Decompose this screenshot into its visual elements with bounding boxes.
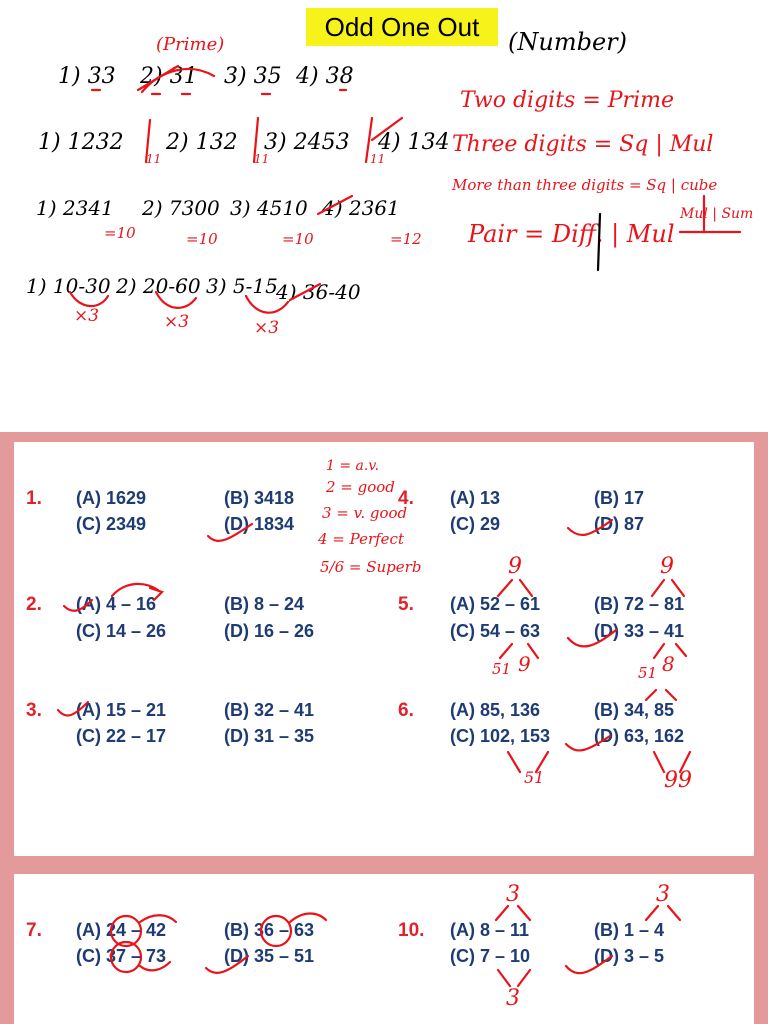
q10-top-annotation-a: 3: [506, 882, 520, 907]
note-row4-opt2: 2) 20-60: [116, 274, 201, 298]
q7-option-d[interactable]: (D) 35 – 51: [224, 946, 315, 966]
question-number-6: 6.: [398, 700, 414, 721]
note-row3-opt2: 2) 7300: [142, 196, 220, 220]
q1-option-a[interactable]: (A) 1629: [76, 488, 147, 508]
q5-low-annotation-a-num: 9: [518, 652, 531, 676]
q7-option-b[interactable]: (B) 36 – 63: [224, 920, 315, 940]
note-row2-opt4: 4) 134: [378, 130, 450, 155]
rating-note-5: 5/6 = Superb: [320, 558, 422, 576]
q5-option-c[interactable]: (C) 54 – 63: [450, 621, 541, 641]
rule-pair: Pair = Diff. | Mul: [468, 220, 675, 248]
rule-three-digits: Three digits = Sq | Mul: [452, 132, 714, 157]
q6-option-d[interactable]: (D) 63, 162: [594, 726, 685, 746]
rule-more-than-three-extra: Mul | Sum: [680, 206, 754, 222]
q6-low-annotation-a: 51: [524, 768, 545, 787]
note-row3-opt1: 1) 2341: [36, 196, 114, 220]
q3-option-c[interactable]: (C) 22 – 17: [76, 726, 167, 746]
q5-top-annotation-b: 9: [660, 554, 674, 579]
note-row2-mark3: 11: [370, 152, 386, 166]
note-row4-opt3: 3) 5-15: [206, 274, 278, 298]
q5-option-a[interactable]: (A) 52 – 61: [450, 594, 541, 614]
note-row2-mark2: 11: [254, 152, 270, 166]
note-row1-opt4: 4) 38: [296, 64, 354, 89]
question-number-1: 1.: [26, 488, 42, 509]
question-number-3: 3.: [26, 700, 42, 721]
note-row3-sum2: =10: [186, 230, 218, 248]
q1-option-b[interactable]: (B) 3418: [224, 488, 295, 508]
note-row3-sum1: =10: [104, 224, 136, 242]
q4-option-c[interactable]: (C) 29: [450, 514, 501, 534]
note-row4-opt1: 1) 10-30: [26, 274, 111, 298]
q6-option-b[interactable]: (B) 34, 85: [594, 700, 675, 720]
rating-note-1: 1 = a.v.: [326, 458, 380, 474]
note-row3-sum3: =10: [282, 230, 314, 248]
q10-bottom-annotation: 3: [506, 986, 520, 1011]
q5-option-b[interactable]: (B) 72 – 81: [594, 594, 685, 614]
note-row3-opt4: 4) 2361: [322, 196, 400, 220]
note-row1-opt3: 3) 35: [224, 64, 282, 89]
q1-option-c[interactable]: (C) 2349: [76, 514, 147, 534]
q6-option-c[interactable]: (C) 102, 153: [450, 726, 551, 746]
note-row4-mark1: ×3: [74, 306, 100, 326]
q2-option-d[interactable]: (D) 16 – 26: [224, 621, 315, 641]
rule-two-digits: Two digits = Prime: [460, 88, 674, 113]
note-row4-mark3: ×3: [254, 318, 280, 338]
q3-option-b[interactable]: (B) 32 – 41: [224, 700, 315, 720]
q6-option-a[interactable]: (A) 85, 136: [450, 700, 541, 720]
note-row4-mark2: ×3: [164, 312, 190, 332]
q4-option-a[interactable]: (A) 13: [450, 488, 501, 508]
q5-low-annotation-b: 51: [638, 664, 658, 682]
q1-option-d[interactable]: (D) 1834: [224, 514, 295, 534]
q2-option-c[interactable]: (C) 14 – 26: [76, 621, 167, 641]
note-row2-opt2: 2) 132: [166, 130, 238, 155]
q10-option-d[interactable]: (D) 3 – 5: [594, 946, 665, 966]
rating-note-3: 3 = v. good: [322, 504, 408, 522]
note-row2-opt1: 1) 1232: [38, 130, 124, 155]
rating-note-2: 2 = good: [326, 478, 395, 496]
q10-option-b[interactable]: (B) 1 – 4: [594, 920, 665, 940]
q6-low-annotation-b: 99: [664, 768, 692, 793]
note-row3-sum4: =12: [390, 230, 422, 248]
question-number-5: 5.: [398, 594, 414, 615]
note-row4-opt4: 4) 36-40: [276, 280, 361, 304]
note-row1-opt2: 2) 31: [140, 64, 198, 89]
q5-top-annotation-a: 9: [508, 554, 522, 579]
q4-option-b[interactable]: (B) 17: [594, 488, 645, 508]
prime-tag: (Prime): [156, 34, 225, 55]
note-row1-opt1: 1) 33: [58, 64, 116, 89]
q10-option-c[interactable]: (C) 7 – 10: [450, 946, 531, 966]
q4-option-d[interactable]: (D) 87: [594, 514, 645, 534]
question-number-2: 2.: [26, 594, 42, 615]
q3-option-d[interactable]: (D) 31 – 35: [224, 726, 315, 746]
q3-option-a[interactable]: (A) 15 – 21: [76, 700, 167, 720]
note-row2-mark1: 11: [146, 152, 162, 166]
q10-top-annotation-b: 3: [656, 882, 670, 907]
q10-option-a[interactable]: (A) 8 – 11: [450, 920, 530, 940]
rating-note-4: 4 = Perfect: [318, 530, 404, 548]
rule-more-than-three: More than three digits = Sq | cube: [452, 176, 718, 194]
note-row2-opt3: 3) 2453: [264, 130, 350, 155]
question-number-4: 4.: [398, 488, 414, 509]
page-subtitle: (Number): [508, 28, 627, 56]
q7-option-a[interactable]: (A) 24 – 42: [76, 920, 167, 940]
q2-option-b[interactable]: (B) 8 – 24: [224, 594, 305, 614]
page-title: Odd One Out: [306, 8, 498, 46]
q5-low-annotation-a: 51: [492, 660, 512, 678]
question-number-7: 7.: [26, 920, 42, 941]
note-row3-opt3: 3) 4510: [230, 196, 308, 220]
question-panel-2: [0, 864, 768, 1024]
q5-option-d[interactable]: (D) 33 – 41: [594, 621, 685, 641]
question-number-10: 10.: [398, 920, 425, 941]
q2-option-a[interactable]: (A) 4 – 16: [76, 594, 157, 614]
q7-option-c[interactable]: (C) 37 – 73: [76, 946, 167, 966]
q5-low-annotation-b-num: 8: [662, 652, 675, 676]
